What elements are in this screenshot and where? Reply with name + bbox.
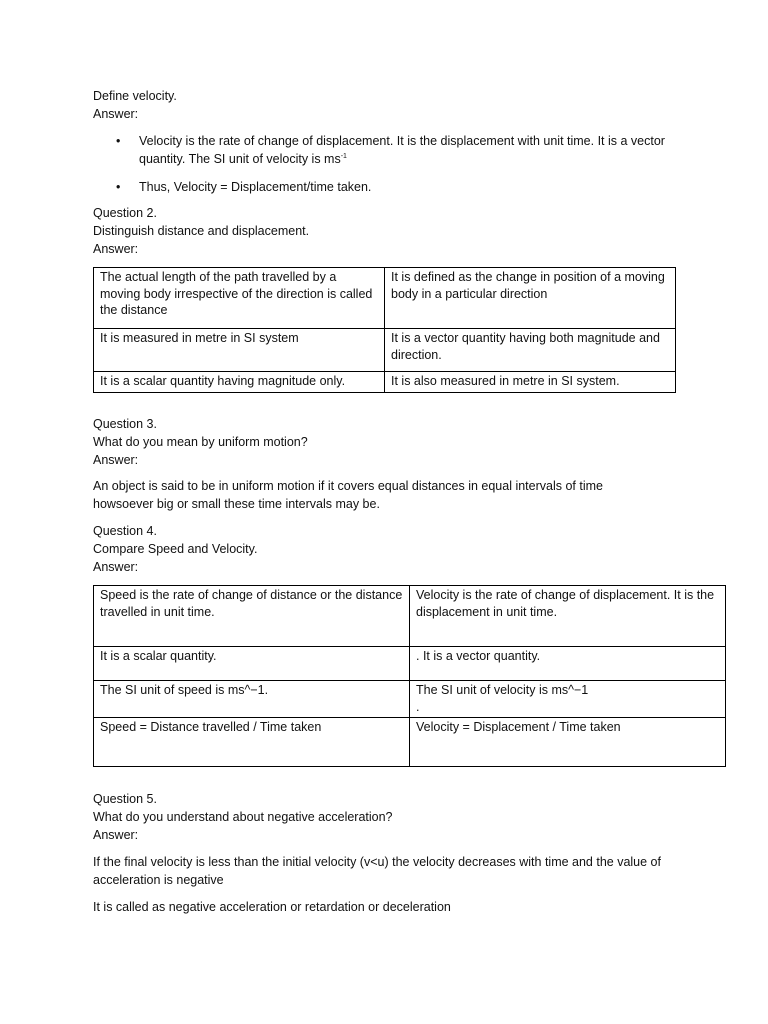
q2-title: Distinguish distance and displacement. [93, 224, 310, 238]
q5-title: What do you understand about negative acceleration? [93, 810, 393, 824]
q1-answer-label: Answer: [93, 107, 139, 121]
q2-answer-label: Answer: [93, 242, 139, 256]
q1-bullet-1-text: Velocity is the rate of change of displacement. It is the displacement with unit time. It is a vector quantity. The SI unit of velocity is ms [139, 134, 665, 166]
q2-number: Question 2. [93, 206, 157, 220]
q3-answer-text: An object is said to be in uniform motion if it covers equal distances in equal intervals of time howsoever big or small these time intervals may be. [93, 479, 603, 511]
table-cell: The actual length of the path travelled by a moving body irrespective of the direction is called the distance [94, 268, 385, 329]
q4-answer-label: Answer: [93, 560, 139, 574]
q5-number: Question 5. [93, 792, 157, 806]
q1-bullet-2 [93, 178, 668, 196]
q3-title: What do you mean by uniform motion? [93, 435, 308, 449]
q4-header [93, 522, 257, 576]
table-cell: Speed = Distance travelled / Time taken [94, 718, 410, 767]
q3-header [93, 415, 308, 469]
bullet-icon: • [116, 134, 121, 148]
q2-header [93, 204, 309, 258]
table-cell: It is also measured in metre in SI system. [385, 372, 676, 393]
table-cell: It is a scalar quantity. [94, 647, 410, 681]
table-cell: Velocity is the rate of change of displacement. It is the displacement in unit time. [410, 586, 726, 647]
q1-bullet-1 [93, 132, 668, 168]
table-row [94, 586, 726, 647]
table-row [94, 718, 726, 767]
q1-bullet-2-text: Thus, Velocity = Displacement/time taken. [139, 180, 372, 194]
q4-number: Question 4. [93, 524, 157, 538]
table-cell: . It is a vector quantity. [410, 647, 726, 681]
q1-header [93, 87, 177, 123]
table-cell: The SI unit of velocity is ms^−1 . [410, 681, 726, 718]
q3-answer-label: Answer: [93, 453, 139, 467]
table-cell: Speed is the rate of change of distance or the distance travelled in unit time. [94, 586, 410, 647]
table-cell: Velocity = Displacement / Time taken [410, 718, 726, 767]
table-cell: It is a scalar quantity having magnitude only. [94, 372, 385, 393]
q5-answer-label: Answer: [93, 828, 139, 842]
q4-comparison-table [93, 585, 726, 767]
q5-header [93, 790, 393, 844]
table-row [94, 329, 676, 372]
table-row [94, 372, 676, 393]
table-row [94, 647, 726, 681]
table-cell: The SI unit of speed is ms^−1. [94, 681, 410, 718]
q2-comparison-table [93, 267, 676, 393]
q1-bullet-1-superscript: -1 [340, 153, 347, 160]
q5-answer-text-2: It is called as negative acceleration or retardation or deceleration [93, 900, 451, 914]
q5-answer-text: If the final velocity is less than the initial velocity (v<u) the velocity decreases with time and the value of acceleration is negative [93, 855, 661, 887]
bullet-icon: • [116, 180, 121, 194]
q3-number: Question 3. [93, 417, 157, 431]
q1-bullet-list [93, 132, 668, 196]
table-row [94, 268, 676, 329]
table-cell: It is defined as the change in position of a moving body in a particular direction [385, 268, 676, 329]
q4-title: Compare Speed and Velocity. [93, 542, 258, 556]
table-cell: It is a vector quantity having both magnitude and direction. [385, 329, 676, 372]
table-row [94, 681, 726, 718]
q1-title: Define velocity. [93, 89, 177, 103]
table-cell: It is measured in metre in SI system [94, 329, 385, 372]
